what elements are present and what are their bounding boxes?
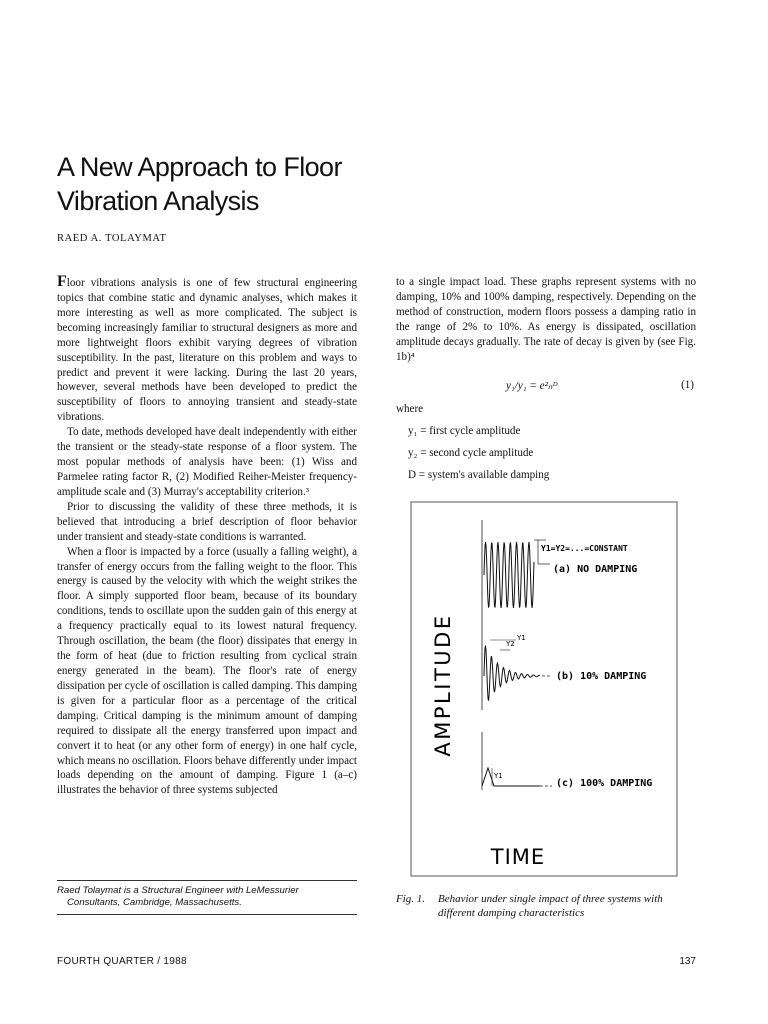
wave-b-ten-percent-damping	[484, 646, 540, 701]
y1-tag-b: Y1	[517, 634, 526, 642]
paragraph-4: When a floor is impacted by a force (usually a falling weight), a transfer of energy occurs from the falling weight to the floor. This energy is caused by the velocity with which the weight strikes the floor. A simply supported floor beam, because of its boundary conditions, tends to oscillate upon the sudden gain of this energy at a frequency practically equal to its lowest natural frequency. Through oscillation, the beam (the floor) dissipates that energy in the form of heat (due to friction resulting from cyclical strain energy generated in the beam). The floor's rate of energy dissipation per cycle of oscillation is called damping. This damping is given for a particular floor as a percentage of the critical damping. Critical damping is the minimum amount of damping required to dissipate all the energy transferred upon impact and convert it to heat (or any other form of energy) in one half cycle, which means no oscillation. Floors behave differently under impact loads depending on the amount of damping. Figure 1 (a–c) illustrates the behavior of three systems subjected	[57, 545, 357, 797]
caption-label: Fig. 1.	[396, 893, 426, 905]
y2-tag-b: Y2	[506, 640, 515, 648]
footnote-line-1: Raed Tolaymat is a Structural Engineer with LeMessurier	[57, 885, 299, 896]
figure-1-graphic	[410, 500, 678, 878]
label-c: (c) 100% DAMPING	[556, 778, 653, 789]
wave-c-critical-damping	[482, 768, 540, 786]
paragraph-1-text: loor vibrations analysis is one of few structural engineering topics that combine static and dynamic analyses, which makes it more interesting as well as more complicated. The subject is becoming increasingly familiar to structural designers as more and more lightweight floors exhibit varying degrees of vibration susceptibility. In the past, literature on this problem and ways to predict and prevent it were lacking. During the last 20 years, however, several methods have been developed to predict the susceptibility of floors to annoying transient and steady-state vibrations.	[57, 277, 357, 424]
title-line-2: Vibration Analysis	[57, 186, 259, 216]
footnote-line-2: Consultants, Cambridge, Massachusetts.	[67, 897, 242, 908]
definition-y2: y₂ = second cycle amplitude	[408, 446, 534, 459]
article-title	[57, 150, 397, 218]
where-label: where	[396, 403, 424, 415]
page-number: 137	[679, 956, 696, 967]
paragraph-2: To date, methods developed have dealt independently with either the transient or the steady-state response of a floor system. The most popular methods of analysis have been: (1) Wiss and Parmelee rating factor R, (2) Modified Reiher-Meister frequency-amplitude scale and (3) Murray's acceptability criterion.³	[57, 426, 357, 498]
y-axis-label: AMPLITUDE	[431, 613, 455, 757]
dropcap: F	[57, 273, 67, 290]
paragraph-1	[57, 275, 357, 425]
definition-y1: y₁ = first cycle amplitude	[408, 424, 521, 437]
figure-1	[410, 500, 678, 878]
author-name: RAED A. TOLAYMAT	[57, 233, 167, 244]
x-axis-label: TIME	[490, 845, 546, 869]
definition-d: D = system's available damping	[408, 468, 550, 481]
caption-text: Behavior under single impact of three systems with different damping characteristics	[438, 893, 663, 919]
right-paragraph-1: to a single impact load. These graphs represent systems with no damping, 10% and 100% damping, respectively. Depending on the method of construction, modern floors possess a damping ratio in the range of 2% to 10%. As energy is dissipated, oscillation amplitude decays gradually. The rate of decay is given by (see Fig. 1b)⁴	[396, 276, 696, 363]
footnote-rule-bottom	[57, 914, 357, 915]
y1-tag-c: Y1	[494, 772, 503, 780]
wave-a-no-damping	[484, 542, 534, 608]
equation-text: y₁/y₁ = e²ₙᴰ	[506, 380, 558, 392]
label-a: (a) NO DAMPING	[553, 564, 638, 575]
left-column	[57, 275, 357, 798]
paragraph-3: Prior to discussing the validity of these three methods, it is believed that introducing a brief description of floor behavior under transient and steady-state conditions is warranted.	[57, 500, 357, 543]
label-b: (b) 10% DAMPING	[556, 671, 647, 682]
right-column	[396, 275, 696, 365]
footnote-rule-top	[57, 880, 357, 881]
title-line-1: A New Approach to Floor	[57, 152, 342, 182]
author-footnote	[57, 885, 357, 909]
equation-number: (1)	[681, 379, 694, 391]
equation-1	[396, 379, 696, 395]
journal-issue: FOURTH QUARTER / 1988	[57, 956, 187, 967]
variable-definitions	[396, 402, 696, 483]
annotation-a: Y1=Y2=...=CONSTANT	[541, 544, 628, 553]
